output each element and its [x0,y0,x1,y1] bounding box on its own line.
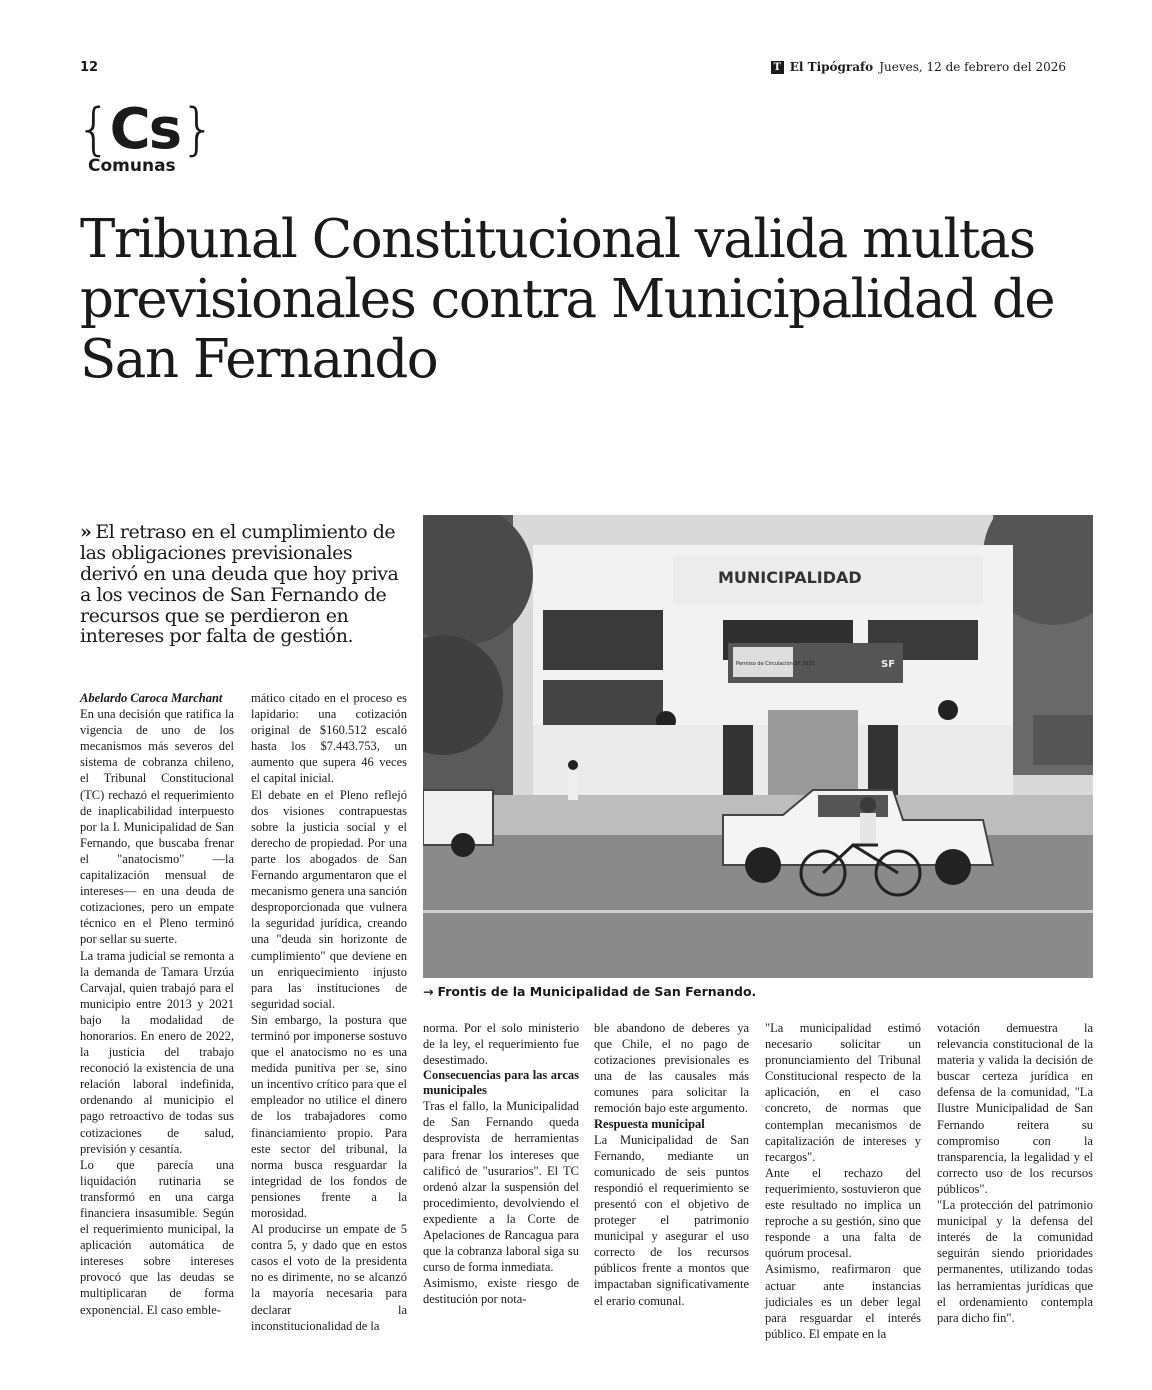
lede [80,522,410,647]
paragraph: "La protección del patrimonio municipal y la defensa del interés de la comunidad seguirán siendo prioridades permanentes, utilizando todas las herramientas jurídicas que el ordenamiento contempla para dicho fin". [937,1198,1093,1325]
subheading: Respuesta municipal [594,1116,705,1131]
paragraph: votación demuestra la relevancia constitucional de la materia y valida la decisión de buscar certeza jurídica en defensa de la comunidad, "La Ilustre Municipalidad de San Fernando reitera su compromiso con la transparencia, la legalidad y el correcto uso de los recursos públicos". [937,1021,1093,1196]
paragraph: La Municipalidad de San Fernando, mediante un comunicado de seis puntos respondió el requerimiento se presentó con el objetivo de proteger el patrimonio municipal y asegurar el uso correcto de los recursos públicos frente a montos que impactaban significativamente el erario comunal. [594,1132,749,1308]
svg-text:MUNICIPALIDAD: MUNICIPALIDAD [718,568,862,587]
publication-date: Jueves, 12 de febrero del 2026 [879,60,1066,74]
svg-text:Permiso de Circulación SF 2025: Permiso de Circulación SF 2025 [736,661,815,667]
newspaper-name: El Tipógrafo [789,60,874,74]
paragraph: Al producirse un empate de 5 contra 5, y dado que en estos casos el voto de la presidenta no es dirimente, no se alcanzó la mayoría necesaria para declarar la inconstitucionalidad de la [251,1222,407,1333]
article-photo [423,515,1093,978]
article-column-2 [251,690,407,1334]
paragraph: El debate en el Pleno reflejó dos visiones contrapuestas sobre la justicia social y el derecho de propiedad. Por una parte los abogados de San Fernando argumentaron que el mecanismo genera una sanción desproporcionada que vulnera la seguridad jurídica, creando una "deuda sin horizonte de cumplimiento" que deviene en un enriquecimiento injusto para las instituciones de seguridad social. [251,787,407,1011]
lede-quote-icon: » [80,521,92,543]
paragraph: Asimismo, existe riesgo de destitución por nota- [423,1276,579,1307]
article-column-1 [80,690,234,1318]
paragraph: Lo que parecía una liquidación rutinaria se transformó en una carga financiera insasumible. Según el requerimiento municipal, la aplicación automática de intereses sobre intereses provocó que las deudas se multiplicaran de forma exponencial. El caso emble- [80,1157,234,1317]
article-column-6 [937,1020,1093,1326]
subheading: Consecuencias para las arcas municipales [423,1068,579,1098]
section-name: Comunas [88,156,176,176]
paragraph: mático citado en el proceso es lapidario: una cotización original de $160.512 escaló hasta los $7.443.753, un aumento que supera 46 veces el capital inicial. [251,691,407,786]
paragraph: "La municipalidad estimó necesario solicitar un pronunciamiento del Tribunal Constitucional respecto de la aplicación, en el caso concreto, de normas que contemplan mecanismos de capitalización de intereses y recargos". [765,1021,921,1164]
paragraph: Tras el fallo, la Municipalidad de San Fernando queda desprovista de herramientas para frenar los intereses que calificó de "usurarios". El TC ordenó alzar la suspensión del procedimiento, devolviendo el expediente a la Corte de Apelaciones de Rancagua para que la cobranza laboral siga su curso de forma inmediata. [423,1099,579,1275]
paragraph: ble abandono de deberes ya que Chile, el no pago de cotizaciones previsionales es una de las causales más comunes para solicitar la remoción bajo este argumento. [594,1021,749,1116]
byline: Abelardo Caroca Marchant [80,691,223,705]
paragraph: Sin embargo, la postura que terminó por imponerse sostuvo que el anatocismo no es una medida punitiva per se, sino un incentivo crítico para que el empleador no utilice el dinero de los trabajadores como financiamiento propio. Para este sector del tribunal, la norma busca resguardar la integridad de los fondos de pensiones frente a la morosidad. [251,1012,407,1220]
svg-text:SF: SF [881,659,896,670]
newspaper-logo-icon: T [771,61,784,74]
article-column-5 [765,1020,921,1342]
paragraph: norma. Por el solo ministerio de la ley, el requerimiento fue desestimado. [423,1021,579,1068]
caption-arrow-icon: → [423,984,434,999]
article-column-4 [594,1020,749,1309]
headline: Tribunal Constitucional valida multas previsionales contra Municipalidad de San Fernando [80,209,1055,390]
masthead [771,60,1066,74]
lede-text: El retraso en el cumplimiento de las obligaciones previsionales derivó en una deuda que hoy priva a los vecinos de San Fernando de recursos que se perdieron en intereses por falta de gestión. [80,521,399,648]
paragraph: En una decisión que ratifica la vigencia de uno de los mecanismos más severos del sistema de cobranza chileno, el Tribunal Constitucional (TC) rechazó el requerimiento de inaplicabilidad interpuesto por la I. Municipalidad de San Fernando, que buscaba frenar el "anatocismo" —la capitalización mensual de intereses— en una deuda de cotizaciones, pero un empate técnico en el Pleno terminó por sellar su suerte. [80,707,234,947]
section-logo [76,97,214,176]
paragraph: La trama judicial se remonta a la demanda de Tamara Urzúa Carvajal, quien trabajó para el municipio entre 2013 y 2021 bajo la modalidad de honorarios. En enero de 2022, la justicia del trabajo reconoció la existencia de una relación laboral indefinida, ordenando al municipio el pago retroactivo de todas sus cotizaciones de salud, previsión y cesantía. [80,948,234,1156]
paragraph: Asimismo, reafirmaron que actuar ante instancias judiciales es un deber legal para resguardar el interés público. El empate en la [765,1262,921,1341]
page-number: 12 [80,60,99,75]
photo-caption: → Frontis de la Municipalidad de San Fernando. [423,984,757,999]
section-code: {Cs} [76,97,214,162]
article-column-3 [423,1020,579,1308]
paragraph: Ante el rechazo del requerimiento, sostuvieron que este resultado no implica un reproche a su gestión, sino que responde a una falta de quórum procesal. [765,1165,921,1261]
